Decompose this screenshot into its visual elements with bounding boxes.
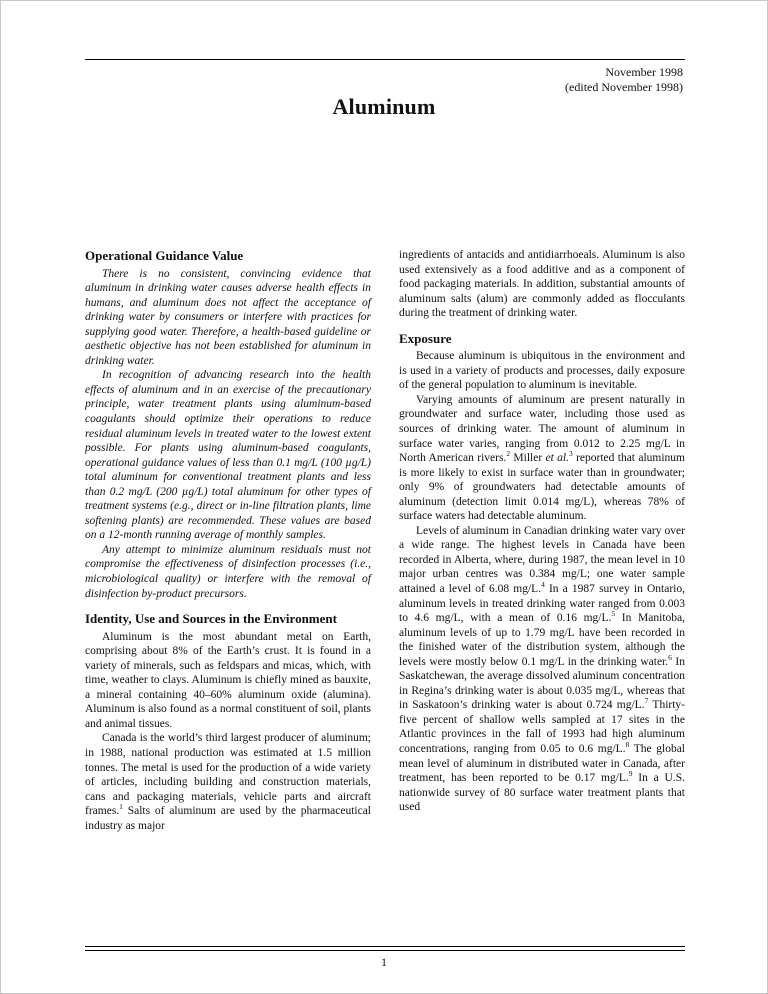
text-run: There is no consistent, convincing evidence that aluminum in drinking water causes adverse health effects in humans, and aluminum does not affect the acceptance of drinking water by consumers or interfere with practices for supplying good water. Therefore, a health-based guideline or aesthetic objective has not been established for aluminum in drinking water.: [85, 267, 371, 367]
reference-superscript: 3: [569, 449, 573, 459]
section-heading: Exposure: [399, 330, 452, 346]
paragraph: [85, 543, 371, 601]
section-heading: Identity, Use and Sources in the Environment: [85, 611, 337, 627]
paragraph: [399, 524, 685, 815]
text-run: The global mean level of aluminum in distributed water in Canada, after treatment, has been reported to be 0.17 mg/L.: [399, 743, 685, 785]
text-run: Aluminum is the most abundant metal on Earth, comprising about 8% of the Earth’s crust. It is found in a variety of minerals, such as feldspars and micas, which, with time, weather to clays. Aluminum is chiefly mined as bauxite, a mineral containing 40–60% aluminum oxide (alumina). Aluminum is also found as a normal constituent of soil, plants and animal tissues.: [85, 630, 371, 730]
right-column: [399, 248, 685, 815]
date-block: [565, 65, 683, 95]
text-run: Varying amounts of aluminum are present naturally in groundwater and surface water, including those used as sources of drinking water. The amount of aluminum in surface water varies, ranging from 0.012 to 2.25 mg/L in North American rivers.: [399, 393, 685, 465]
text-run: In recognition of advancing research into the health effects of aluminum and in an exercise of the precautionary principle, water treatment plants using aluminum-based coagulants should optimize their operations to reduce residual aluminum levels in treated water to the lowest extent possible. For plants using aluminum-based coagulants, operational guidance values of less than 0.1 mg/L (100 µg/L) total aluminum for conventional treatment plants and less than 0.2 mg/L (200 µg/L) total aluminum for other types of treatment systems (e.g., direct or in-line filtration plants, lime softening plants) are recommended. These values are based on a 12-month running average of monthly samples.: [85, 369, 371, 542]
text-run: In Manitoba, aluminum levels of up to 1.79 mg/L have been recorded in the finished water of the distribution system, although the levels were mostly below 0.1 mg/L in the drinking water.: [399, 612, 686, 668]
footer-rule: [85, 946, 685, 951]
publication-date: November 1998: [605, 65, 683, 79]
paragraph: [85, 368, 371, 543]
paragraph: [85, 267, 371, 369]
header-rule: [85, 59, 685, 60]
text-run: Because aluminum is ubiquitous in the environment and is used in a variety of products and processes, daily exposure of the general population to aluminum is inevitable.: [399, 350, 685, 392]
text-run: Miller: [510, 452, 546, 465]
text-run: ingredients of antacids and antidiarrhoeals. Aluminum is also used extensively as a food additive and as a component of food packaging materials. In addition, substantial amounts of aluminum salts (alum) are commonly added as flocculants during the treatment of drinking water.: [399, 249, 685, 320]
page-title: Aluminum: [332, 94, 436, 119]
two-column-body: [85, 248, 685, 833]
paragraph: [399, 349, 685, 393]
text-run: Any attempt to minimize aluminum residuals must not compromise the effectiveness of disinfection processes (i.e., microbiological quality) or interfere with the removal of disinfection by-product precursors.: [85, 543, 371, 600]
reference-superscript: 6: [668, 652, 672, 662]
section-heading: Operational Guidance Value: [85, 248, 244, 263]
reference-superscript: 4: [541, 580, 545, 590]
text-run: Salts of aluminum are used by the pharmaceutical industry as major: [85, 805, 371, 832]
paragraph: [399, 393, 685, 524]
text-run: Canada is the world’s third largest producer of aluminum; in 1988, national production was estimated at 1.5 million tonnes. The metal is used for the production of a wide variety of articles, including building and construction materials, cans and packaging materials, vehicle parts and aircraft frames.: [85, 732, 371, 818]
text-run: Thirty-five percent of shallow wells sampled at 17 sites in the Atlantic provinces in the fall of 1993 had high aluminum concentrations, ranging from 0.05 to 0.6 mg/L.: [399, 699, 685, 755]
reference-superscript: 5: [611, 609, 616, 619]
text-run: In a 1987 survey in Ontario, aluminum levels in treated drinking water ranged from 0.003 to 4.6 mg/L, with a mean of 0.16 mg/L.: [399, 582, 685, 625]
text-run: In a U.S. nationwide survey of 80 surface water treatment plants that used: [399, 772, 685, 814]
text-run: In Saskatchewan, the average dissolved aluminum concentration in Regina’s drinking water is about 0.035 mg/L, whereas that in Saskatoon’s drinking water is about 0.724 mg/L.: [399, 655, 685, 712]
reference-superscript: 8: [625, 740, 630, 750]
paragraph: [399, 248, 685, 321]
reference-superscript: 1: [119, 802, 123, 812]
paragraph: [85, 630, 371, 732]
edited-date: (edited November 1998): [565, 80, 683, 94]
reference-superscript: 9: [628, 769, 633, 779]
left-column: [85, 248, 371, 833]
paragraph: [85, 731, 371, 833]
reference-superscript: 2: [506, 449, 511, 459]
page-number: 1: [381, 955, 387, 969]
reference-superscript: 7: [644, 696, 649, 706]
text-run: et al.: [545, 452, 569, 465]
text-run: Levels of aluminum in Canadian drinking water vary over a wide range. The highest levels in Canada have been recorded in Alberta, where, during 1987, the mean level in 10 major urban centres was 0.384 mg/L; one water sample attained a level of 6.08 mg/L.: [399, 524, 685, 595]
text-run: reported that aluminum is more likely to exist in surface water than in groundwater; only 9% of groundwaters had detectable amounts of aluminum (detection limit 0.014 mg/L), whereas 78% of surface waters had detectable aluminum.: [399, 452, 685, 523]
